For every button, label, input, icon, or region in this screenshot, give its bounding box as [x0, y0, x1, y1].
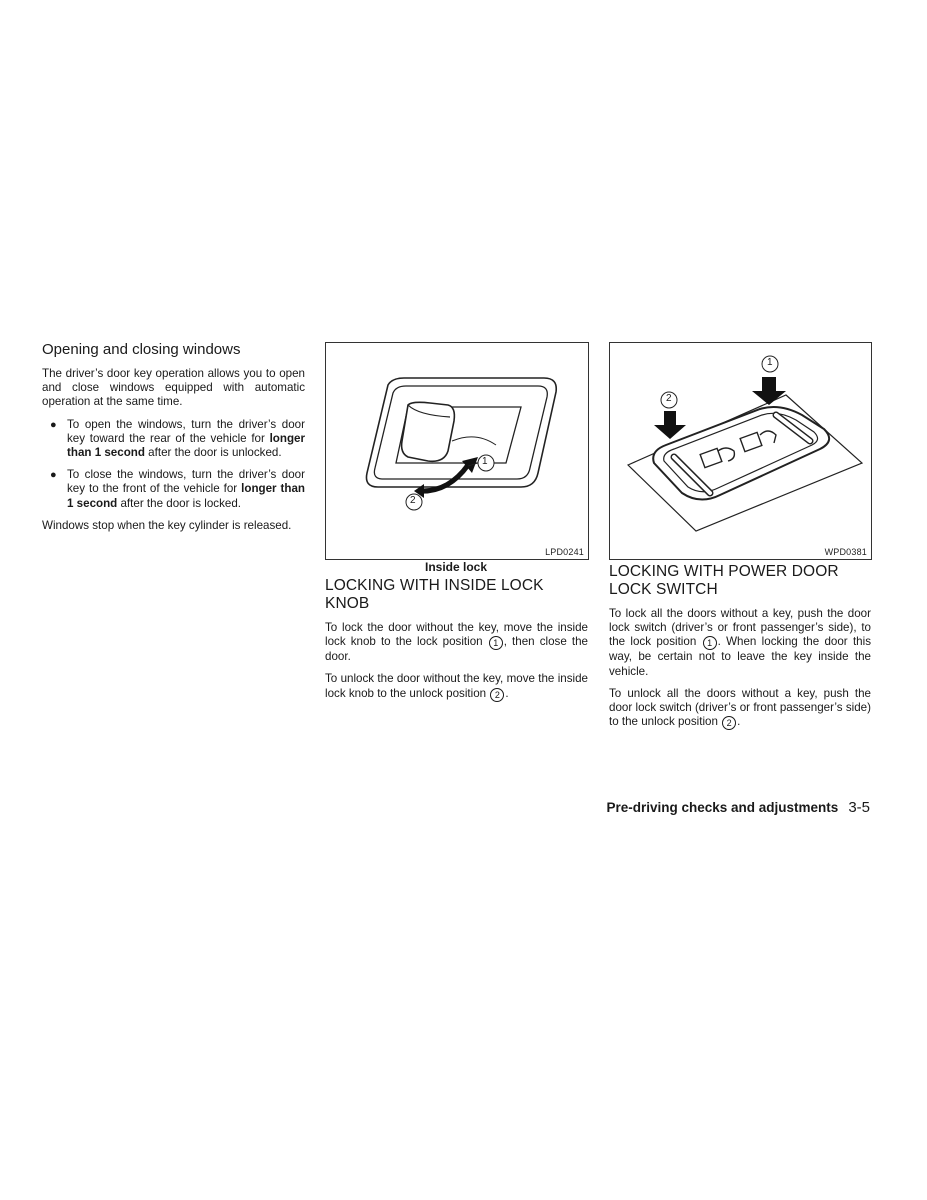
inside-lock-illustration — [326, 343, 588, 559]
inside-lock-figure — [325, 342, 589, 560]
figure-code: LPD0241 — [545, 547, 584, 557]
footer-section-title: Pre-driving checks and adjustments — [606, 800, 839, 815]
page-number: 3-5 — [848, 799, 870, 816]
middle-column — [325, 577, 588, 710]
page-footer — [606, 799, 870, 816]
list-item: ● To close the windows, turn the driver’s door key to the front of the vehicle for longer than 1 second after the door is locked. — [50, 468, 306, 510]
callout-2: 2 — [666, 393, 672, 404]
callout-2: 2 — [410, 495, 416, 506]
inside-lock-paragraph-2: To unlock the door without the key, move the inside lock knob to the unlock position 2 . — [325, 672, 588, 700]
power-lock-paragraph-1: To lock all the doors without a key, push the door lock switch (driver’s or front passenger’s side), to the lock position 1 . When locking the door this way, be certain not to leave the key inside the vehicle. — [609, 607, 871, 678]
power-lock-figure — [609, 342, 872, 560]
circled-number: 1 — [489, 636, 503, 650]
closing-paragraph: Windows stop when the key cylinder is released. — [42, 518, 292, 532]
power-lock-paragraph-2: To unlock all the doors without a key, push the door lock switch (driver’s or front passenger’s side) to the unlock position 2 . — [609, 686, 871, 729]
figure-code: WPD0381 — [824, 547, 867, 557]
intro-paragraph: The driver’s door key operation allows you to open and close windows equipped with automatic operation at the same time. — [42, 367, 305, 409]
inside-lock-paragraph-1: To lock the door without the key, move the inside lock knob to the lock position 1 , then close the door. — [325, 621, 589, 664]
section-heading-power-lock: LOCKING WITH POWER DOOR LOCK SWITCH — [609, 563, 839, 598]
section-heading-windows: Opening and closing windows — [42, 341, 241, 358]
callout-1: 1 — [482, 456, 488, 467]
bullet-icon: ● — [50, 418, 57, 431]
right-column — [609, 563, 871, 738]
callout-1: 1 — [767, 357, 773, 368]
power-lock-illustration — [610, 343, 871, 559]
bullet-icon: ● — [50, 469, 57, 482]
circled-number: 2 — [490, 688, 504, 702]
circled-number: 1 — [703, 636, 717, 650]
left-column — [42, 341, 305, 541]
list-item: ● To open the windows, turn the driver’s door key toward the rear of the vehicle for longer than 1 second after the door is unlocked. — [50, 417, 305, 460]
bullet-list — [42, 418, 305, 511]
section-heading-inside-lock: LOCKING WITH INSIDE LOCK KNOB — [325, 577, 544, 612]
circled-number: 2 — [722, 716, 736, 730]
figure-caption: Inside lock — [424, 560, 488, 574]
